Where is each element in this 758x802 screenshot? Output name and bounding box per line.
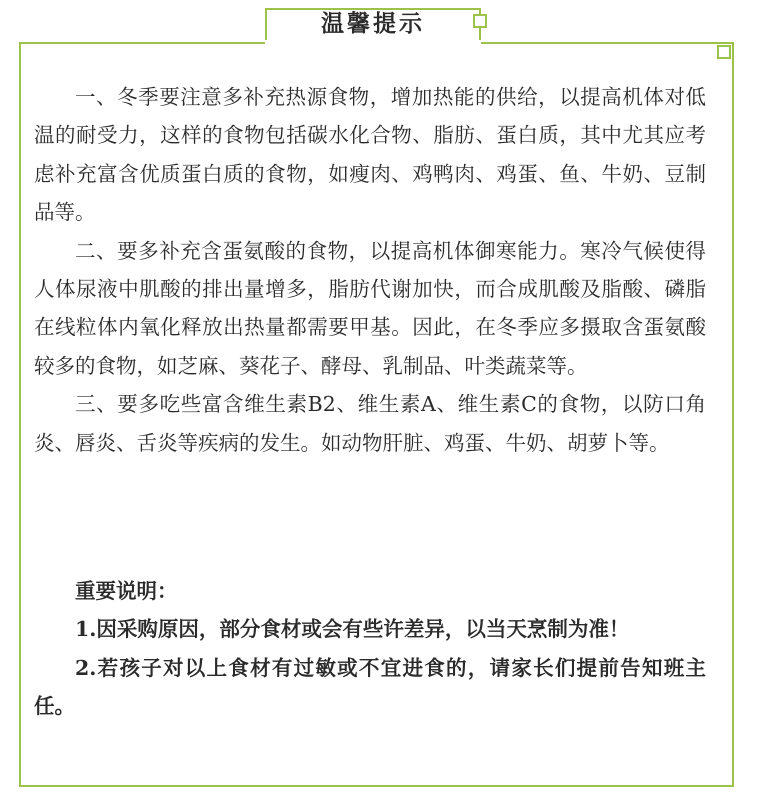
tip-paragraph-1: 一、冬季要注意多补充热源食物，增加热能的供给，以提高机体对低温的耐受力，这样的食物包括碳水化合物、脂肪、蛋白质，其中尤其应考虑补充富含优质蛋白质的食物，如瘦肉、鸡鸭肉、鸡蛋、鱼、牛奶、豆制品等。	[34, 85, 706, 225]
important-notice	[34, 572, 706, 726]
tip-paragraph-2: 二、要多补充含蛋氨酸的食物，以提高机体御寒能力。寒冷气候使得人体尿液中肌酸的排出量增多，脂肪代谢加快，而合成肌酸及脂酸、磷脂在线粒体内氧化释放出热量都需要甲基。因此，在冬季应多摄取含蛋氨酸较多的食物，如芝麻、葵花子、酵母、乳制品、叶类蔬菜等。	[34, 238, 706, 378]
page-title: 温馨提示	[321, 11, 425, 37]
notice-heading: 重要说明：	[75, 579, 178, 603]
tips-body	[34, 78, 706, 462]
notice-item-2: 2.若孩子对以上食材有过敏或不宜进食的，请家长们提前告知班主任。	[34, 655, 706, 719]
frame-corner-square-icon	[717, 45, 731, 59]
notice-item-1: 1.因采购原因，部分食材或会有些许差异，以当天烹制为准！	[75, 617, 630, 642]
tip-paragraph-3: 三、要多吃些富含维生素B2、维生素A、维生素C的食物，以防口角炎、唇炎、舌炎等疾病的发生。如动物肝脏、鸡蛋、牛奶、胡萝卜等。	[34, 392, 706, 455]
